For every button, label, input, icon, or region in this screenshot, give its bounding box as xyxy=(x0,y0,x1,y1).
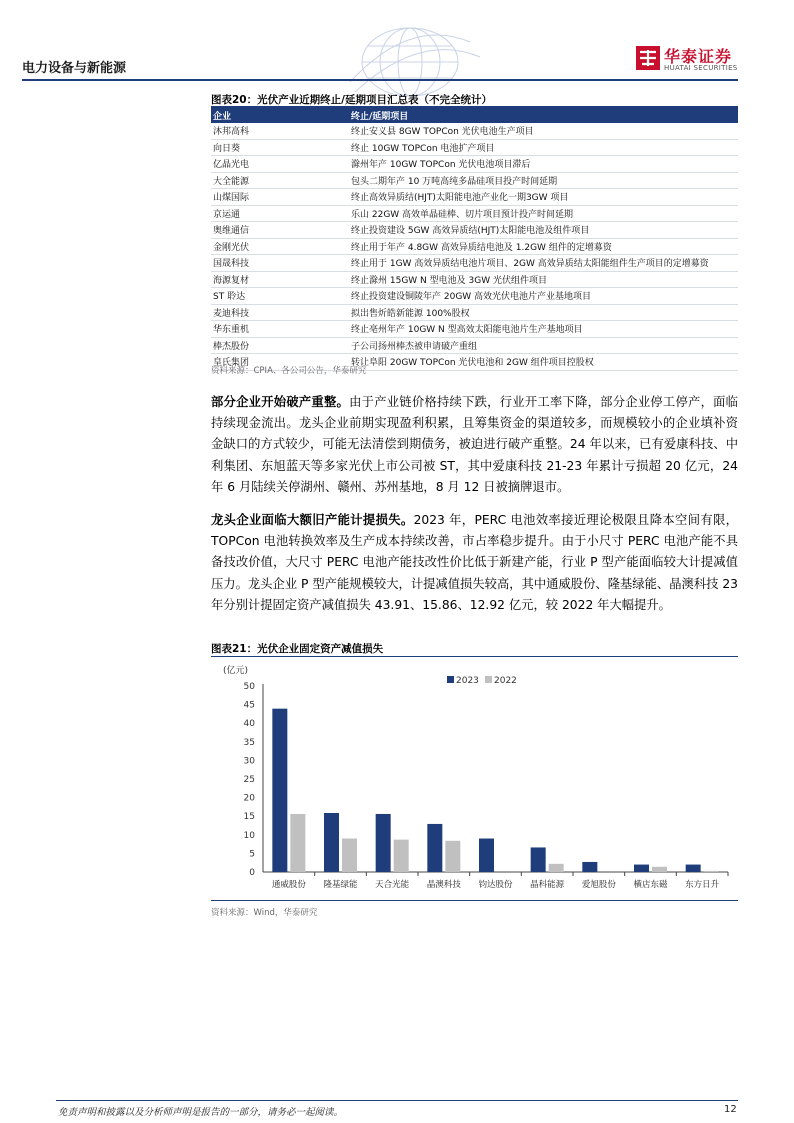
table-row xyxy=(211,288,738,305)
company-cell: ST 聆达 xyxy=(211,288,349,305)
company-cell: 海源复材 xyxy=(211,271,349,288)
y-tick-label: 35 xyxy=(243,737,255,748)
company-cell: 沐邦高科 xyxy=(211,123,349,139)
col-header-company: 企业 xyxy=(211,107,349,123)
bar-2023 xyxy=(324,813,339,872)
legend-swatch-2023 xyxy=(447,676,454,683)
bar-2022 xyxy=(704,871,719,872)
paragraph-bankruptcy xyxy=(211,392,738,498)
project-cell: 终止 10GW TOPCon 电池扩产项目 xyxy=(349,139,738,156)
company-cell: 山煤国际 xyxy=(211,189,349,206)
project-cell: 终止亳州年产 10GW N 型高效太阳能电池片生产基地项目 xyxy=(349,321,738,338)
x-tick-label: 东方日升 xyxy=(685,880,720,890)
bar-2022 xyxy=(342,839,357,872)
impairment-bar-chart xyxy=(211,659,738,899)
y-axis-unit-label: (亿元) xyxy=(223,666,249,676)
x-tick-label: 晶科能源 xyxy=(530,880,565,890)
table-header-row xyxy=(211,107,738,123)
company-cell: 国晟科技 xyxy=(211,255,349,272)
project-cell: 终止安义县 8GW TOPCon 光伏电池生产项目 xyxy=(349,123,738,139)
bar-2022 xyxy=(549,864,564,872)
y-tick-label: 45 xyxy=(243,700,255,711)
y-tick-label: 25 xyxy=(243,775,255,785)
company-cell: 亿晶光电 xyxy=(211,156,349,173)
y-tick-label: 0 xyxy=(249,868,255,878)
project-cell: 拟出售炘皓新能源 100%股权 xyxy=(349,304,738,321)
paragraph-bankruptcy-lead: 部分企业开始破产重整。 xyxy=(211,395,350,409)
y-tick-label: 10 xyxy=(243,830,255,841)
company-cell: 京运通 xyxy=(211,205,349,222)
company-cell: 大全能源 xyxy=(211,172,349,189)
bar-2022 xyxy=(652,867,667,872)
project-cell: 子公司扬州棒杰被申请破产重组 xyxy=(349,337,738,354)
table-row xyxy=(211,139,738,156)
company-cell: 棒杰股份 xyxy=(211,337,349,354)
x-tick-label: 爱旭股份 xyxy=(581,880,616,890)
bar-2022 xyxy=(394,840,409,872)
table-row xyxy=(211,271,738,288)
x-tick-label: 钧达股份 xyxy=(478,880,513,890)
bar-2023 xyxy=(582,862,597,872)
table-row xyxy=(211,156,738,173)
table-row xyxy=(211,189,738,206)
chart21-title: 图表21：光伏企业固定资产减值损失 xyxy=(211,643,384,655)
header-rule xyxy=(22,79,738,81)
table-row xyxy=(211,123,738,139)
project-cell: 滁州年产 10GW TOPCon 光伏电池项目滞后 xyxy=(349,156,738,173)
table-row xyxy=(211,321,738,338)
chart21-container xyxy=(211,659,738,899)
paragraph-impairment-body: 2023 年，PERC 电池效率接近理论极限且降本空间有限，TOPCon 电池转换效率及生产成本持续改善，市占率稳步提升。由于小尺寸 PERC 电池产能不具备技改价值，大尺寸 PERC 电池产能技改性价比低于新建产能，行业 P 型产能面临较大计提减值压力。龙头企业 P 型产能规模较大，计提减值损失较高，其中通威股份、隆基绿能、晶澳科技 23 年分别计提固定资产减值损失 43.91、15.86、12.92 亿元，较 2022 年大幅提升。 xyxy=(211,513,738,612)
table-row xyxy=(211,238,738,255)
section-title: 电力设备与新能源 xyxy=(22,61,127,76)
x-tick-label: 隆基绿能 xyxy=(323,880,358,890)
bar-2023 xyxy=(272,709,287,872)
bar-2022 xyxy=(445,841,460,872)
y-tick-label: 50 xyxy=(243,682,255,692)
project-table xyxy=(211,107,738,371)
chart21-source: 资料来源：Wind，华泰研究 xyxy=(211,908,318,918)
x-tick-label: 通威股份 xyxy=(271,880,306,890)
logo-en-text: HUATAI SECURITIES xyxy=(664,64,738,72)
footer-disclaimer: 免责声明和披露以及分析师声明是报告的一部分，请务必一起阅读。 xyxy=(58,1107,344,1118)
bar-2022 xyxy=(290,814,305,872)
paragraph-impairment-lead: 龙头企业面临大额旧产能计提损失。 xyxy=(211,513,414,527)
page-number: 12 xyxy=(724,1104,737,1115)
bar-2023 xyxy=(376,814,391,872)
logo-cn-text: 华泰证券 xyxy=(664,47,733,66)
huatai-logo xyxy=(636,44,738,74)
project-cell: 终止高效异质结(HJT)太阳能电池产业化一期3GW 项目 xyxy=(349,189,738,206)
paragraph-impairment xyxy=(211,510,738,616)
legend-label-2023: 2023 xyxy=(456,676,479,686)
chart21-bottom-rule xyxy=(211,900,738,901)
table-row xyxy=(211,304,738,321)
project-cell: 终止用于年产 4.8GW 高效异质结电池及 1.2GW 组件的定增募资 xyxy=(349,238,738,255)
project-cell: 包头二期年产 10 万吨高纯多晶硅项目投产时间延期 xyxy=(349,172,738,189)
company-cell: 奥维通信 xyxy=(211,222,349,239)
logo-icon xyxy=(636,46,660,70)
company-cell: 华东重机 xyxy=(211,321,349,338)
project-cell: 转让阜阳 20GW TOPCon 光伏电池和 2GW 组件项目控股权 xyxy=(349,354,738,371)
legend-swatch-2022 xyxy=(485,676,492,683)
paragraph-bankruptcy-body: 由于产业链价格持续下跌，行业开工率下降，部分企业停工停产，面临持续现金流出。龙头企业前期实现盈利积累，且筹集资金的渠道较多，而规模较小的企业填补资金缺口的方式较少，可能无法清偿到期债务，被迫进行破产重整。24 年以来，已有爱康科技、中利集团、东旭蓝天等多家光伏上市公司被 ST，其中爱康科技 21-23 年累计亏损超 20 亿元，24 年 6 月陆续关停湖州、赣州、苏州基地，8 月 12 日被摘牌退市。 xyxy=(211,395,738,494)
bar-2023 xyxy=(686,865,701,872)
table-row xyxy=(211,222,738,239)
project-cell: 终止用于 1GW 高效异质结电池片项目、2GW 高效异质结太阳能组件生产项目的定增募资 xyxy=(349,255,738,272)
company-cell: 向日葵 xyxy=(211,139,349,156)
table20-source: 资料来源：CPIA、各公司公告，华泰研究 xyxy=(211,366,367,376)
table20-title: 图表20：光伏产业近期终止/延期项目汇总表（不完全统计） xyxy=(211,94,492,106)
x-tick-label: 晶澳科技 xyxy=(426,880,461,890)
project-cell: 乐山 22GW 高效单晶硅棒、切片项目预计投产时间延期 xyxy=(349,205,738,222)
x-tick-label: 横店东磁 xyxy=(633,880,668,890)
bar-2023 xyxy=(479,839,494,872)
bar-2023 xyxy=(427,824,442,872)
company-cell: 麦迪科技 xyxy=(211,304,349,321)
footer-rule xyxy=(56,1100,738,1101)
legend-label-2022: 2022 xyxy=(494,676,517,686)
bar-2023 xyxy=(531,847,546,872)
table-row xyxy=(211,337,738,354)
y-tick-label: 20 xyxy=(243,793,255,804)
table-row xyxy=(211,255,738,272)
table-row xyxy=(211,172,738,189)
y-tick-label: 30 xyxy=(243,756,255,767)
x-tick-label: 天合光能 xyxy=(375,880,410,890)
project-cell: 终止滁州 15GW N 型电池及 3GW 光伏组件项目 xyxy=(349,271,738,288)
company-cell: 金刚光伏 xyxy=(211,238,349,255)
company-cell: 皇氏集团 xyxy=(211,354,349,371)
y-tick-label: 5 xyxy=(249,849,255,860)
y-tick-label: 40 xyxy=(243,719,255,730)
table-row xyxy=(211,205,738,222)
bar-2023 xyxy=(634,865,649,872)
project-cell: 终止投资建设铜陵年产 20GW 高效光伏电池片产业基地项目 xyxy=(349,288,738,305)
chart21-top-rule xyxy=(211,656,738,657)
col-header-project: 终止/延期项目 xyxy=(349,107,738,123)
globe-watermark xyxy=(330,22,490,102)
project-cell: 终止投资建设 5GW 高效异质结(HJT)太阳能电池及组件项目 xyxy=(349,222,738,239)
y-tick-label: 15 xyxy=(243,812,255,823)
